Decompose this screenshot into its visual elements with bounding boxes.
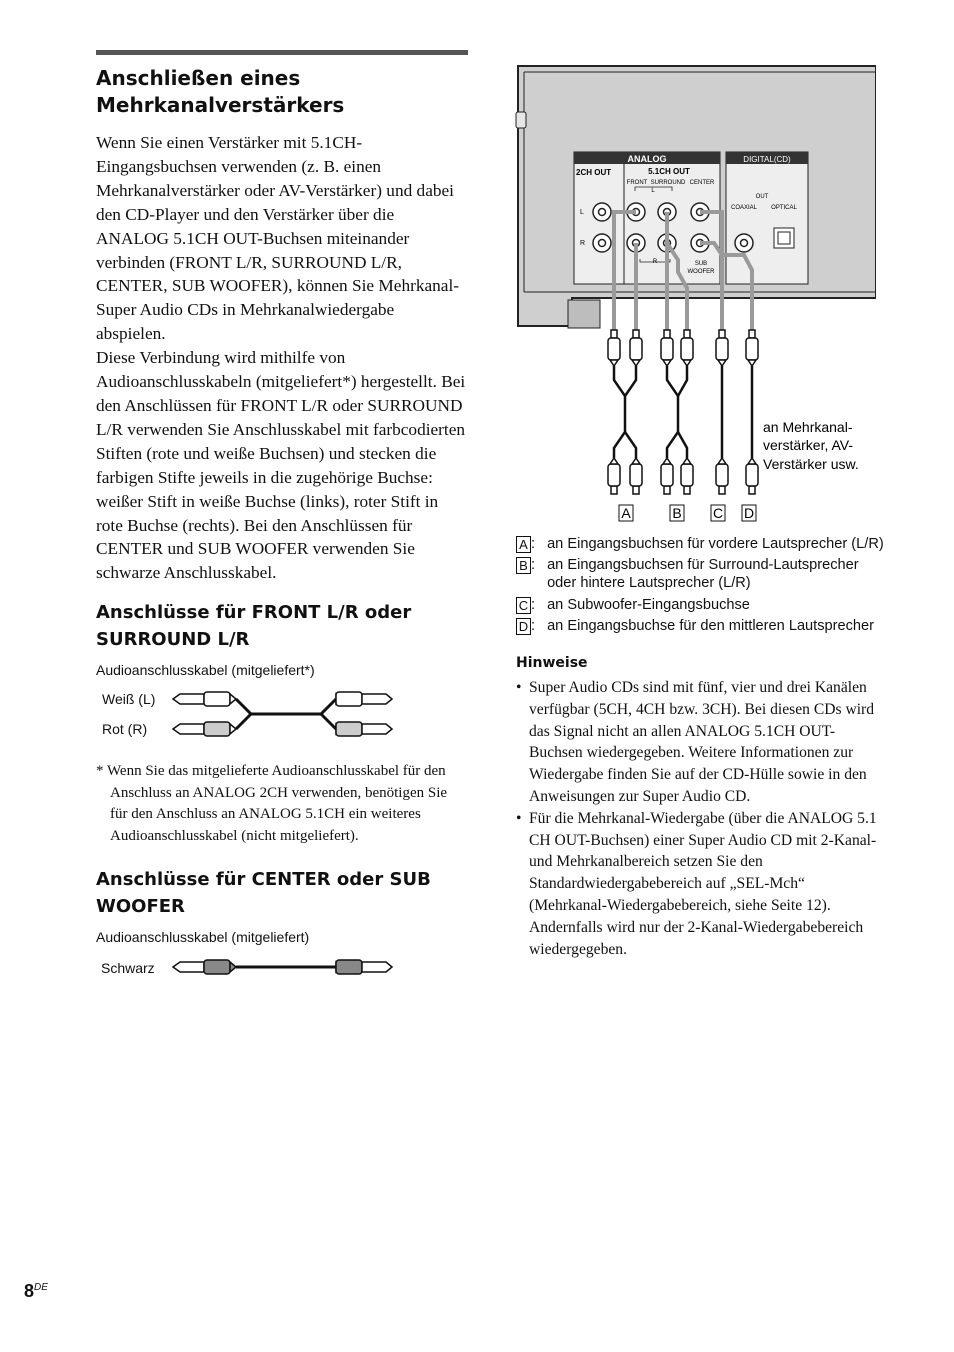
- connection-diagram: [512, 60, 876, 528]
- svg-text:OUT: OUT: [755, 194, 769, 200]
- svg-text:C: C: [712, 505, 724, 521]
- black-cables: [614, 366, 752, 458]
- rca-plug: [630, 458, 642, 494]
- notes-list: [516, 677, 886, 960]
- notes-title: Hinweise: [516, 655, 588, 672]
- rca-plug: [608, 330, 620, 366]
- section-rule: [96, 50, 468, 55]
- mono-cable-icon: [96, 952, 396, 982]
- svg-text:Verstärker usw.: Verstärker usw.: [763, 456, 859, 472]
- panel-stand: [568, 300, 600, 328]
- left-column: [96, 50, 468, 982]
- svg-text:A: A: [621, 505, 631, 521]
- center-cable-caption: Audioanschlusskabel (mitgeliefert): [96, 928, 310, 945]
- mono-cable-figure: [96, 952, 396, 982]
- svg-text:L: L: [580, 209, 584, 216]
- svg-text:DIGITAL(CD): DIGITAL(CD): [743, 155, 791, 164]
- svg-text:R: R: [580, 240, 586, 247]
- rca-plug: [630, 330, 642, 366]
- svg-text:2CH OUT: 2CH OUT: [576, 168, 612, 177]
- rca-plug: [716, 458, 728, 494]
- rca-plugs: [608, 330, 758, 494]
- svg-text:an Mehrkanal-: an Mehrkanal-: [763, 419, 853, 435]
- note-item: • Für die Mehrkanal-Wiedergabe (über die ANALOG 5.1 CH OUT-Buchsen) einer Super Audio CD mit 2-Kanal- und Mehrkanalbereich setzen Sie den Standardwiedergabebereich auf „SEL-Mch“ (Mehrkanal-Wiedergabebereich, siehe Seite 12). Andernfalls wird nur der 2-Kanal-Wiedergabebereich wiedergegeben.: [516, 808, 886, 961]
- svg-text:FRONT: FRONT: [626, 180, 648, 186]
- right-column-text: [516, 535, 886, 960]
- rca-plug: [681, 458, 693, 494]
- rca-plug: [746, 458, 758, 494]
- black-label: Schwarz: [101, 959, 155, 976]
- svg-text:5.1CH OUT: 5.1CH OUT: [648, 167, 690, 176]
- svg-text:ANALOG: ANALOG: [627, 154, 667, 164]
- svg-text:verstärker, AV-: verstärker, AV-: [763, 437, 853, 453]
- svg-text:L: L: [651, 188, 655, 194]
- note-item: • Super Audio CDs sind mit fünf, vier und drei Kanälen verfügbar (5CH, 4CH bzw. 3CH). Bei diesen CDs wird das Signal nicht an allen ANALOG 5.1CH OUT-Buchsen wiedergegeben. Weitere Informationen zur Wiedergabe finden Sie auf der CD-Hülle sowie in den Anweisungen zur Super Audio CD.: [516, 677, 886, 808]
- front-surround-heading: Anschlüsse für FRONT L/R oder SURROUND L/R: [96, 602, 412, 651]
- center-sub-heading: Anschlüsse für CENTER oder SUB WOOFER: [96, 868, 431, 917]
- rca-plug: [746, 330, 758, 366]
- legend-item-a: A : an Eingangsbuchsen für vordere Lautsprecher (L/R): [516, 535, 886, 553]
- optical-jack: [774, 228, 794, 248]
- page-number: 8DE: [24, 1281, 48, 1301]
- cable-paragraph: Diese Verbindung wird mithilfe von Audioanschlusskabeln (mitgeliefert*) hergestellt. Bei den Anschlüssen für FRONT L/R oder SURROUND L/R verwenden Sie Anschlusskabel mit farbcodierten Stiften (rote und weiße Buchsen) und stecken die farbigen Stifte jeweils in die zugehörige Buchse: weißer Stift in weiße Buchse (links), roter Stift in rote Buchse (rechts). Bei den Anschlüssen für CENTER und SUB WOOFER verwenden Sie schwarze Anschlusskabel.: [96, 348, 466, 583]
- legend-item-b: B : an Eingangsbuchsen für Surround-Lautsprecher oder hintere Lautsprecher (L/R): [516, 556, 886, 592]
- rca-plug: [681, 330, 693, 366]
- svg-text:SURROUND: SURROUND: [650, 180, 686, 186]
- rca-plug: [608, 458, 620, 494]
- footnote: * Wenn Sie das mitgelieferte Audioanschlusskabel für den Anschluss an ANALOG 2CH verwenden, benötigen Sie für den Anschluss an ANALOG 5.1CH ein weiteres Audioanschlusskabel (nicht mitgeliefert).: [96, 763, 448, 844]
- rca-plug: [716, 330, 728, 366]
- stereo-cable-icon: [96, 685, 396, 747]
- stereo-cable-figure: [96, 685, 396, 747]
- rca-plug: [661, 330, 673, 366]
- svg-text:WOOFER: WOOFER: [687, 269, 715, 275]
- svg-text:D: D: [743, 505, 755, 521]
- intro-paragraph: Wenn Sie einen Verstärker mit 5.1CH-Eingangsbuchsen verwenden (z. B. einen Mehrkanalverstärker oder AV-Verstärker) und dabei den CD-Player und den Verstärker über die ANALOG 5.1CH OUT-Buchsen miteinander verbinden (FRONT L/R, SURROUND L/R, CENTER, SUB WOOFER), können Sie Mehrkanal-Super Audio CDs in Mehrkanalwiedergabe abspielen.: [96, 133, 460, 344]
- svg-text:COAXIAL: COAXIAL: [730, 205, 758, 211]
- rca-plug: [661, 458, 673, 494]
- legend-item-c: C : an Subwoofer-Eingangsbuchse: [516, 596, 886, 614]
- section-title: Anschließen eines Mehrkanalverstärkers: [96, 66, 345, 117]
- white-label: Weiß (L): [102, 691, 156, 708]
- svg-text:SUB: SUB: [694, 261, 708, 267]
- legend-item-d: D : an Eingangsbuchse für den mittleren Lautsprecher: [516, 617, 886, 635]
- svg-text:OPTICAL: OPTICAL: [771, 205, 797, 211]
- svg-text:CENTER: CENTER: [689, 180, 715, 186]
- front-cable-caption: Audioanschlusskabel (mitgeliefert*): [96, 662, 315, 679]
- svg-text:B: B: [672, 505, 682, 521]
- red-label: Rot (R): [102, 721, 148, 738]
- panel-foot: [516, 112, 526, 128]
- svg-text:R: R: [652, 259, 658, 265]
- legend-list: [516, 535, 886, 635]
